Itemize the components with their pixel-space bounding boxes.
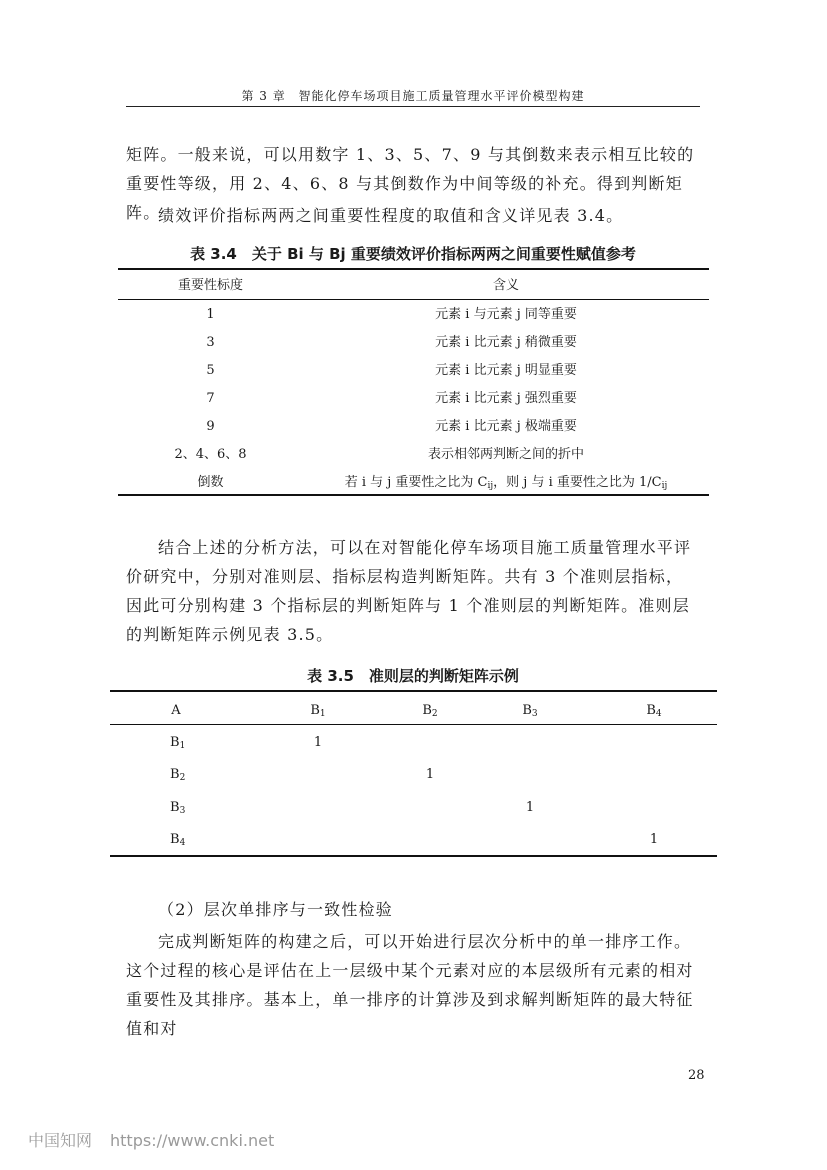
table-3-5-top-rule — [110, 690, 717, 692]
table-cell: 5 — [206, 363, 215, 378]
table-cell: A — [171, 703, 181, 718]
table-3-4-header-rule — [118, 299, 709, 300]
table-row-label: $B_3$ — [170, 800, 186, 816]
table-cell: 元素 i 与元素 j 同等重要 — [435, 307, 577, 322]
table-3-4-header-meaning: 含义 — [492, 278, 519, 293]
table-row-label: $B_4$ — [170, 832, 186, 848]
table-cell: 1 — [206, 307, 215, 322]
header-divider — [126, 106, 700, 107]
section-heading: （2）层次单排序与一致性检验 — [158, 900, 393, 919]
watermark-name: 中国知网 — [28, 1131, 93, 1150]
table-cell: 1 — [649, 832, 659, 847]
table-3-5-bottom-rule — [110, 855, 717, 857]
chapter-label: 第 3 章 — [241, 89, 286, 103]
table-3-5-header-rule — [110, 724, 717, 725]
section-paragraph: 完成判断矩阵的构建之后，可以开始进行层次分析中的单一排序工作。这个过程的核心是评估在上一层级中某个元素对应的本层级所有元素的相对重要性及其排序。基本上，单一排序的计算涉及到求解判断矩阵的最大特征值和对 — [126, 932, 694, 1038]
table-row-label: $B_1$ — [170, 735, 186, 751]
table-3-4-caption: 表 3.4 关于 Bi 与 Bj 重要绩效评价指标两两之间重要性赋值参考 — [190, 245, 636, 263]
table-cell: 9 — [206, 419, 215, 434]
table-3-4-header-scale: 重要性标度 — [177, 278, 243, 293]
table-header-cell: $B_3$ — [522, 703, 538, 719]
table-cell: 7 — [206, 391, 215, 406]
analysis-paragraph: 结合上述的分析方法，可以在对智能化停车场项目施工质量管理水平评价研究中，分别对准则层、指标层构造判断矩阵。共有 3 个准则层指标，因此可分别构建 3 个指标层的判断矩阵与 1 个准则层的判断矩阵。准则层的判断矩阵示例见表 3.5。 — [126, 538, 692, 644]
intro-paragraph-2: 绩效评价指标两两之间重要性程度的取值和含义详见表 3.4。 — [158, 206, 624, 225]
table-cell: 元素 i 比元素 j 极端重要 — [435, 419, 577, 434]
table-cell: 表示相邻两判断之间的折中 — [427, 447, 584, 462]
table-cell: 2、4、6、8 — [174, 447, 247, 462]
table-cell: 1 — [425, 767, 435, 782]
table-header-cell: $B_2$ — [422, 703, 438, 719]
table-cell: 元素 i 比元素 j 强烈重要 — [435, 391, 577, 406]
table-3-4-bottom-rule — [118, 494, 709, 496]
table-header-cell: $B_4$ — [646, 703, 662, 719]
table-cell: 元素 i 比元素 j 明显重要 — [435, 363, 577, 378]
table-cell: 1 — [313, 735, 323, 750]
table-row-label: $B_2$ — [170, 767, 186, 783]
running-header — [126, 86, 700, 106]
table-cell: 3 — [206, 335, 215, 350]
table-3-5-caption: 表 3.5 准则层的判断矩阵示例 — [307, 667, 519, 685]
cnki-watermark — [28, 1128, 292, 1151]
table-header-cell: $B_1$ — [310, 703, 326, 719]
table-cell: 1 — [525, 800, 535, 815]
table-3-4-top-rule — [118, 268, 709, 270]
intro-paragraph: 矩阵。一般来说，可以用数字 1、3、5、7、9 与其倒数来表示相互比较的重要性等级，用 2、4、6、8 与其倒数作为中间等级的补充。得到判断矩阵。 — [126, 145, 695, 222]
chapter-title: 智能化停车场项目施工质量管理水平评价模型构建 — [298, 89, 585, 103]
watermark-url: https://www.cnki.net — [110, 1131, 275, 1150]
page-number: 28 — [688, 1068, 705, 1083]
table-cell: 元素 i 比元素 j 稍微重要 — [435, 335, 577, 350]
table-cell-reciprocal: 若 i 与 j 重要性之比为 $C_{ij}$，则 j 与 i 重要性之比为 $1/C_{ij}$ — [344, 475, 668, 491]
table-cell: 倒数 — [197, 475, 224, 490]
